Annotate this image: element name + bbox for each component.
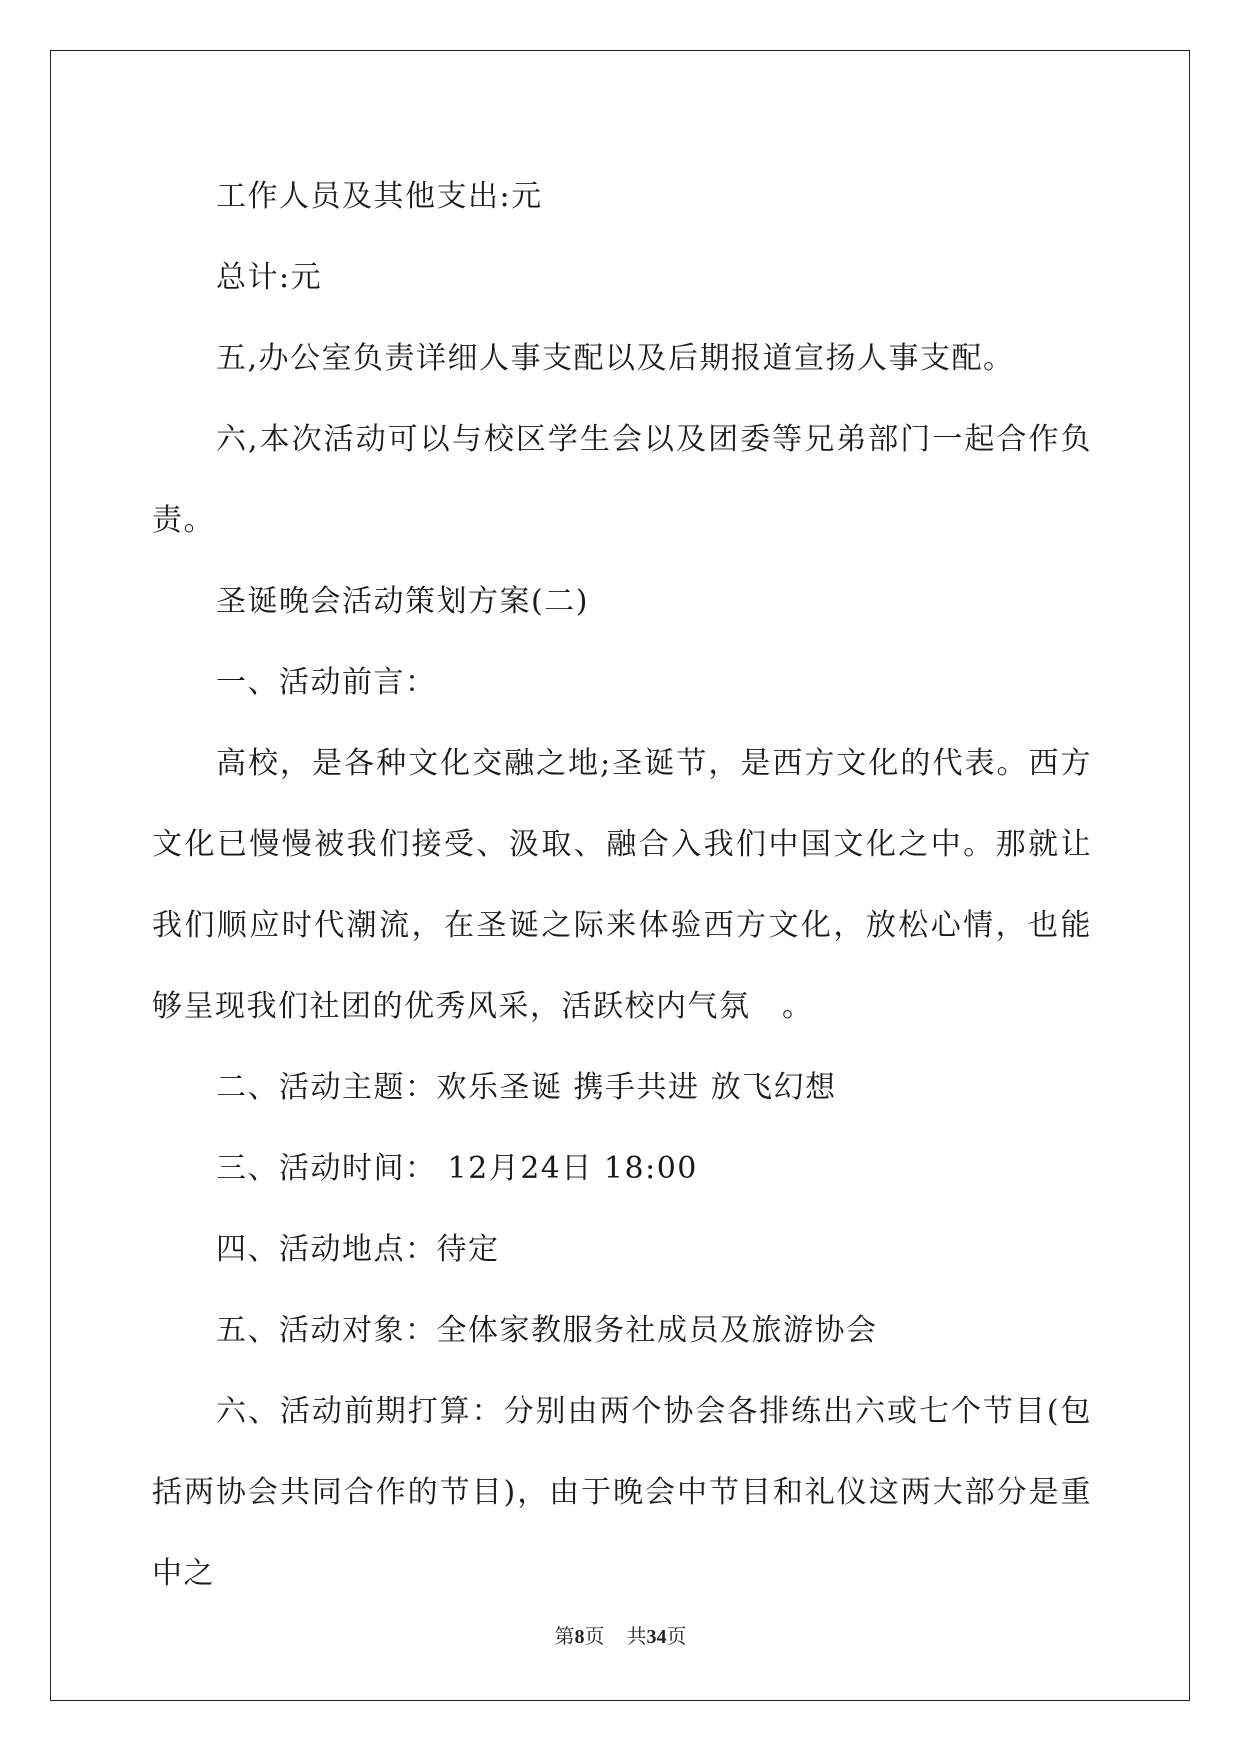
heading-preface: 一、活动前言： xyxy=(216,665,437,700)
paragraph-office-duty: 五,办公室负责详细人事支配以及后期报道宣扬人事支配。 xyxy=(216,341,1015,376)
total-suffix: 页 xyxy=(666,1626,687,1648)
page-suffix: 页 xyxy=(584,1626,605,1648)
paragraph-preface-body: 高校，是各种文化交融之地;圣诞节，是西方文化的代表。西方文化已慢慢被我们接受、汲取、融合入我们中国文化之中。那就让我们顺应时代潮流，在圣诞之际来体验西方文化，放松心情，也能够呈现我们社团的优秀风采，活跃校内气氛 。 xyxy=(152,746,1092,1024)
paragraph-total: 总计:元 xyxy=(216,260,323,295)
total-prefix: 共 xyxy=(626,1626,647,1648)
current-page-number: 8 xyxy=(574,1626,585,1648)
paragraph-audience: 五、活动对象：全体家教服务社成员及旅游协会 xyxy=(216,1313,878,1348)
page-prefix: 第 xyxy=(554,1626,575,1648)
paragraph-location: 四、活动地点：待定 xyxy=(216,1232,500,1267)
total-page-count: 34 xyxy=(646,1626,667,1648)
document-body xyxy=(152,156,1092,1614)
paragraph-cooperation: 六,本次活动可以与校区学生会以及团委等兄弟部门一起合作负责。 xyxy=(152,422,1092,538)
paragraph-preparation: 六、活动前期打算：分别由两个协会各排练出六或七个节目(包括两协会共同合作的节目)，由于晚会中节目和礼仪这两大部分是重中之 xyxy=(152,1394,1092,1591)
section-title: 圣诞晚会活动策划方案(二) xyxy=(216,584,589,619)
paragraph-theme: 二、活动主题：欢乐圣诞 携手共进 放飞幻想 xyxy=(216,1070,837,1105)
page-footer xyxy=(0,1620,1241,1649)
paragraph-time: 三、活动时间： 12月24日 18:00 xyxy=(216,1151,698,1186)
paragraph-other-expenses: 工作人员及其他支出:元 xyxy=(216,179,543,214)
